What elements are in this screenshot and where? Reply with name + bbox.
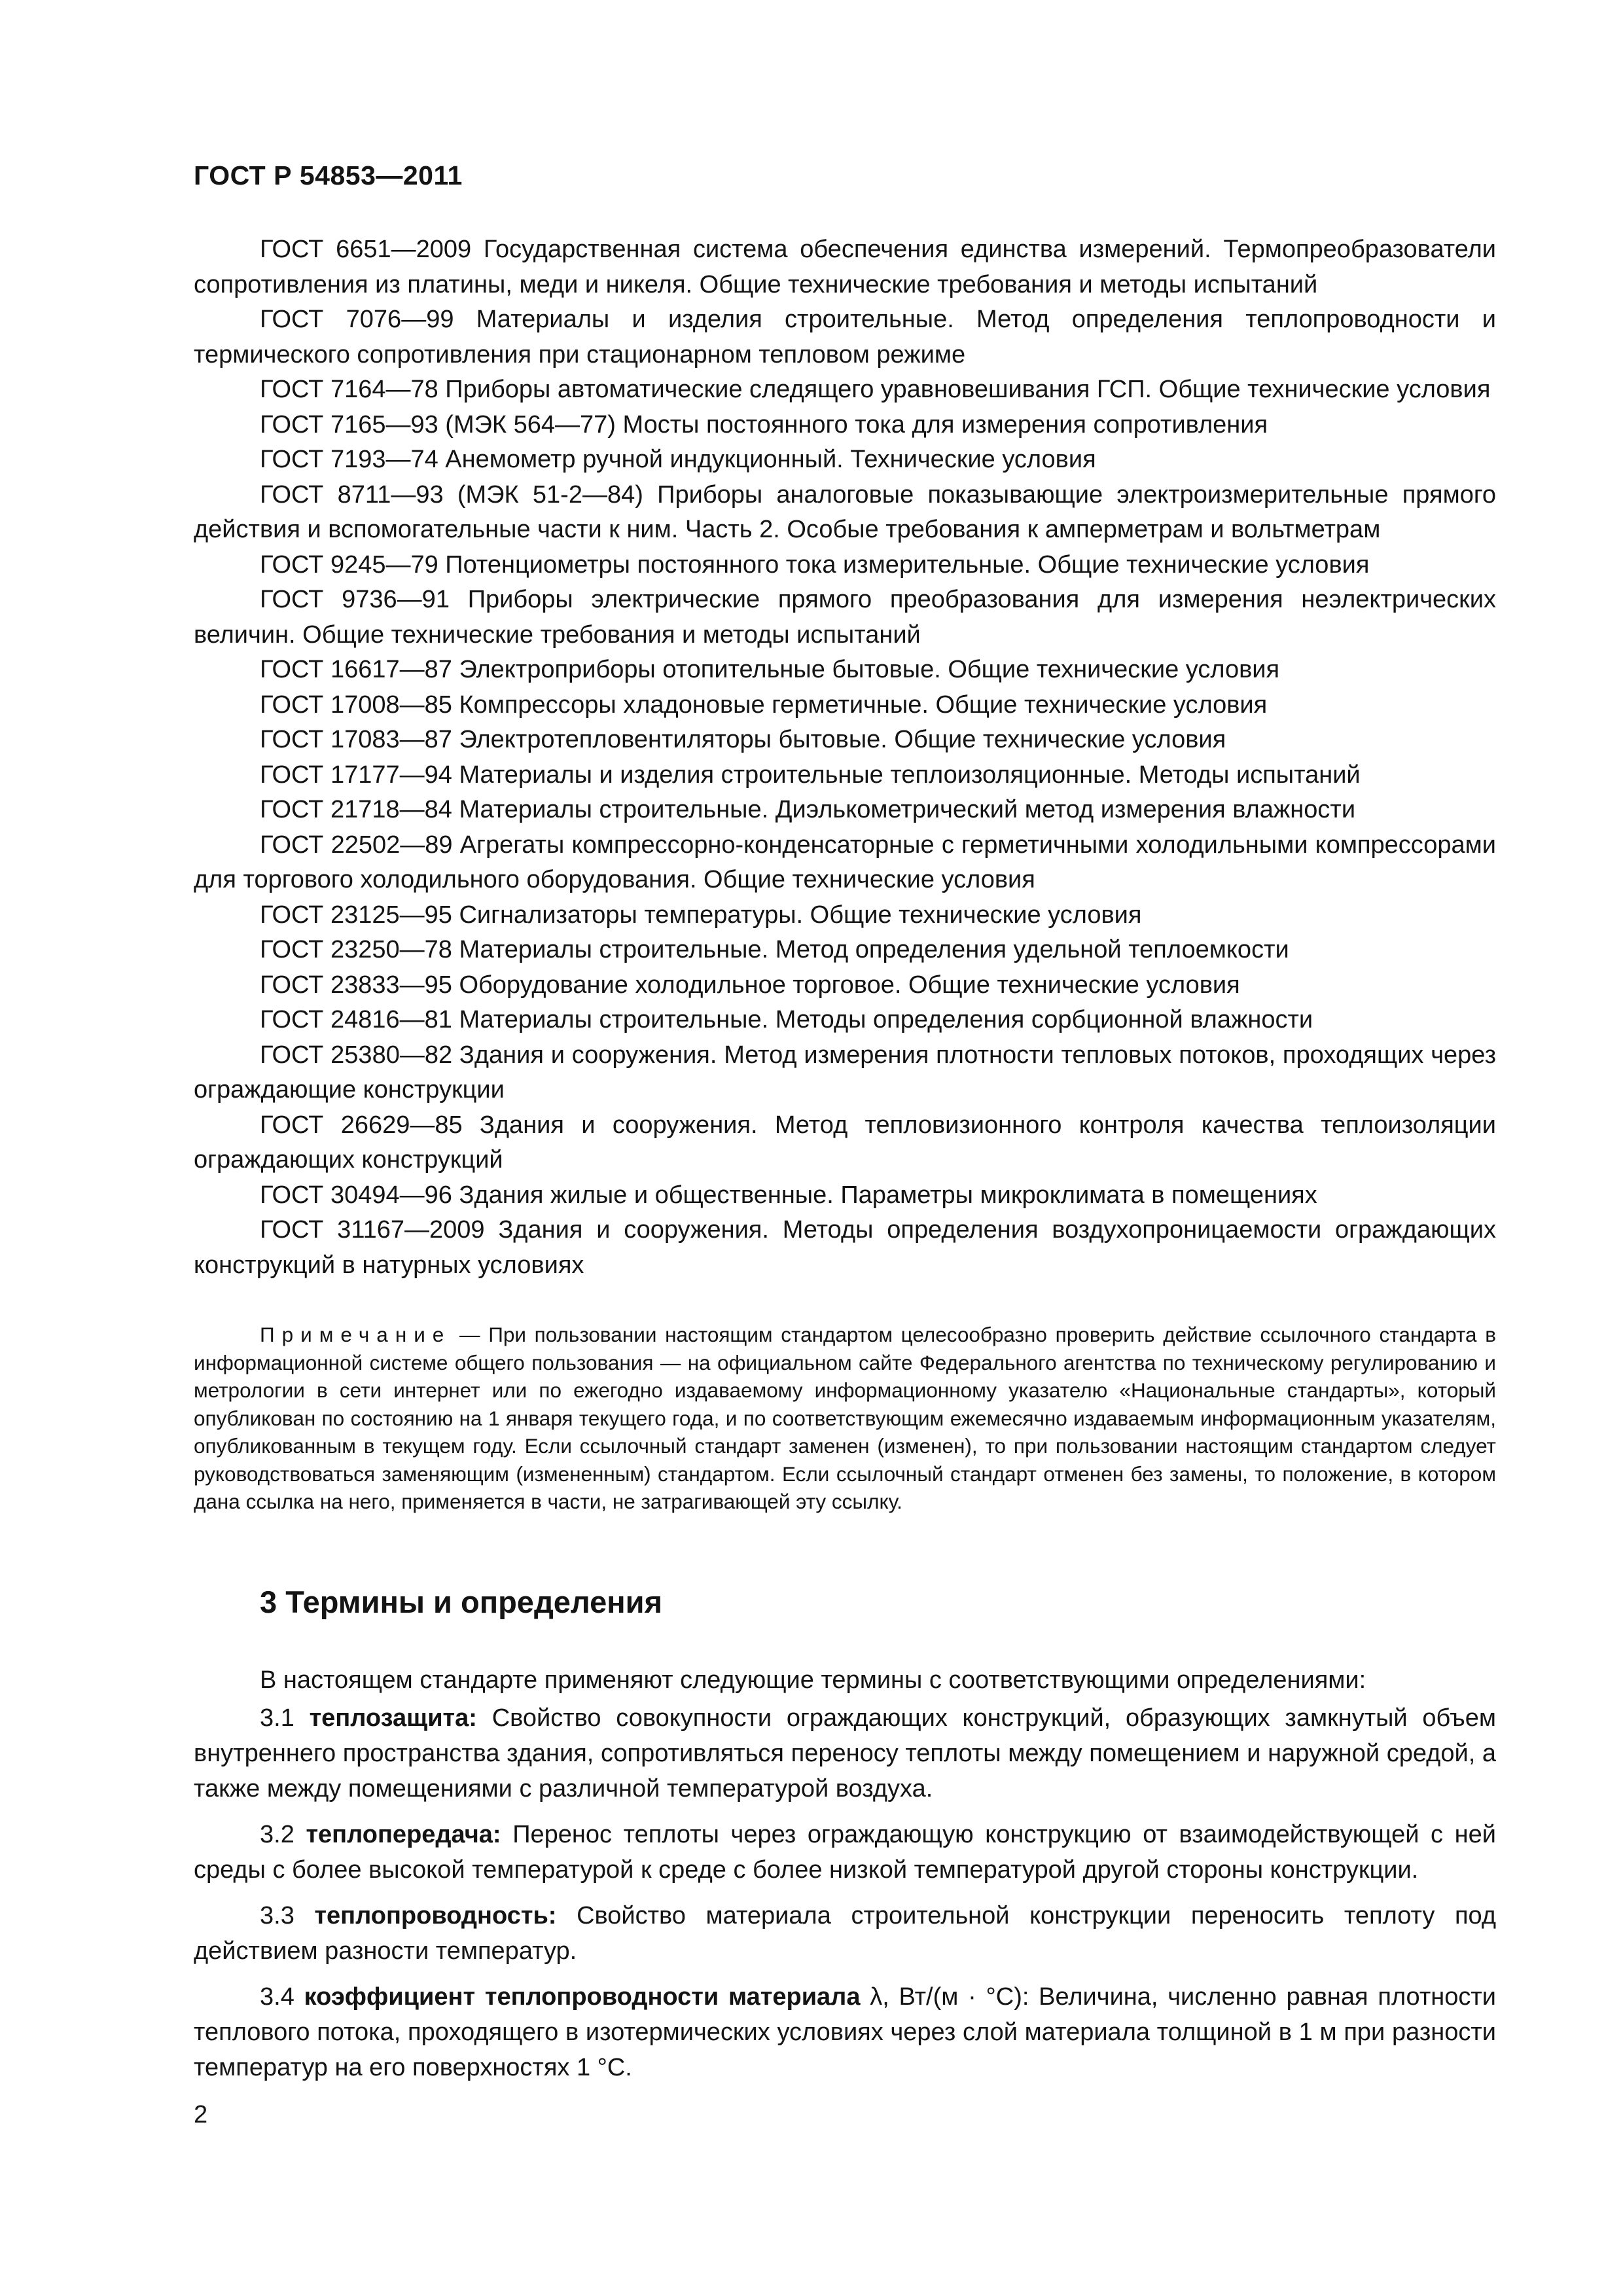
reference-item: ГОСТ 23250—78 Материалы строительные. Метод определения удельной теплоемкости [260,936,1289,963]
reference-item: ГОСТ 7193—74 Анемометр ручной индукционный. Технические условия [260,446,1096,473]
reference-item: ГОСТ 17083—87 Электротепловентиляторы бытовые. Общие технические условия [260,726,1226,753]
reference-item: ГОСТ 17177—94 Материалы и изделия строительные теплоизоляционные. Методы испытаний [260,761,1361,789]
reference-item: ГОСТ 24816—81 Материалы строительные. Методы определения сорбционной влажности [260,1006,1313,1033]
term-number: 3.1 [260,1704,294,1732]
reference-item: ГОСТ 30494—96 Здания жилые и общественные. Параметры микроклимата в помещениях [260,1181,1317,1209]
normative-references-list [194,232,1496,1283]
reference-item: ГОСТ 6651—2009 Государственная система обеспечения единства измерений. Термопреобразователи сопротивления из платины, меди и никеля. Общие технические требования и методы испытаний [194,236,1496,298]
term-name: теплозащита: [309,1704,477,1732]
note-label: Примечание [260,1323,452,1346]
reference-item: ГОСТ 8711—93 (МЭК 51-2—84) Приборы аналоговые показывающие электроизмерительные прямого действия и вспомогательные части к ним. Часть 2. Особые требования к амперметрам и вольтметрам [194,480,1496,543]
document-code-header: ГОСТ Р 54853—2011 [194,160,463,190]
term-number: 3.4 [260,1983,294,2011]
term-text: Перенос теплоты через ограждающую конструкцию от взаимодействующей с ней среды с более высокой температурой к среде с более низкой температурой другой стороны конструкции. [194,1821,1497,1884]
note-block [194,1321,1496,1516]
term-definition [194,1898,1496,1969]
reference-item: ГОСТ 22502—89 Агрегаты компрессорно-конденсаторные с герметичными холодильными компрессорами для торгового холодильного оборудования. Общие технические условия [194,831,1496,893]
reference-item: ГОСТ 26629—85 Здания и сооружения. Метод тепловизионного контроля качества теплоизоляции ограждающих конструкций [194,1111,1496,1174]
reference-item: ГОСТ 23125—95 Сигнализаторы температуры. Общие технические условия [260,901,1142,929]
term-number: 3.2 [260,1821,294,1848]
reference-item: ГОСТ 7165—93 (МЭК 564—77) Мосты постоянного тока для измерения сопротивления [260,410,1268,439]
term-name: теплопередача: [306,1821,501,1848]
term-definition [194,1817,1496,1888]
section-intro: В настоящем стандарте применяют следующие термины с соответствующими определениями: [260,1666,1366,1694]
term-text: Свойство материала строительной конструкции переносить теплоту под действием разности температур. [194,1902,1496,1965]
note-text: — При пользовании настоящим стандартом целесообразно проверить действие ссылочного стандарта в информационной системе общего пользования — на официальном сайте Федерального агентства по техническому регулированию и метрологии в сети интернет или по ежегодно издаваемому информационному указателю «Национальные стандарты», который опубликован по состоянию на 1 января текущего года, и по соответствующим ежемесячно издаваемым информационным указателям, опубликованным в текущем году. Если ссылочный стандарт заменен (изменен), то при пользовании настоящим стандартом следует руководствоваться заменяющим (измененным) стандартом. Если ссылочный стандарт отменен без замены, то положение, в котором дана ссылка на него, применяется в части, не затрагивающей эту ссылку. [194,1323,1496,1513]
note-paragraph [194,1321,1496,1516]
section-title: 3 Термины и определения [260,1585,662,1619]
term-text: λ, Вт/(м · °С): Величина, численно равная плотности теплового потока, проходящего в изотермических условиях через слой материала толщиной в 1 м при разности температур на его поверхностях 1 °С. [194,1983,1496,2081]
reference-item: ГОСТ 7164—78 Приборы автоматические следящего уравновешивания ГСП. Общие технические условия [260,376,1491,403]
section-body [194,1662,1496,2096]
reference-item: ГОСТ 25380—82 Здания и сооружения. Метод измерения плотности тепловых потоков, проходящих через ограждающие конструкции [194,1041,1496,1103]
reference-item: ГОСТ 31167—2009 Здания и сооружения. Методы определения воздухопроницаемости ограждающих конструкций в натурных условиях [194,1216,1496,1279]
reference-item: ГОСТ 7076—99 Материалы и изделия строительные. Метод определения теплопроводности и термического сопротивления при стационарном тепловом режиме [194,306,1496,368]
term-name: коэффициент теплопроводности материала [304,1983,861,2011]
term-definition [194,1700,1496,1806]
reference-item: ГОСТ 23833—95 Оборудование холодильное торговое. Общие технические условия [260,971,1240,999]
page-number: 2 [194,2101,208,2128]
term-definition [194,1979,1496,2085]
reference-item: ГОСТ 17008—85 Компрессоры хладоновые герметичные. Общие технические условия [260,691,1268,719]
reference-item: ГОСТ 9245—79 Потенциометры постоянного тока измерительные. Общие технические условия [260,550,1370,579]
reference-item: ГОСТ 21718—84 Материалы строительные. Диэлькометрический метод измерения влажности [260,796,1356,823]
reference-item: ГОСТ 16617—87 Электроприборы отопительные бытовые. Общие технические условия [260,656,1280,683]
term-number: 3.3 [260,1902,294,1929]
reference-item: ГОСТ 9736—91 Приборы электрические прямого преобразования для измерения неэлектрических величин. Общие технические требования и методы испытаний [194,586,1496,649]
term-text: Свойство совокупности ограждающих конструкций, образующих замкнутый объем внутреннего пространства здания, сопротивляться переносу теплоты между помещением и наружной средой, а также между помещениями с различной температурой воздуха. [194,1704,1497,1803]
term-name: теплопроводность: [314,1902,557,1929]
